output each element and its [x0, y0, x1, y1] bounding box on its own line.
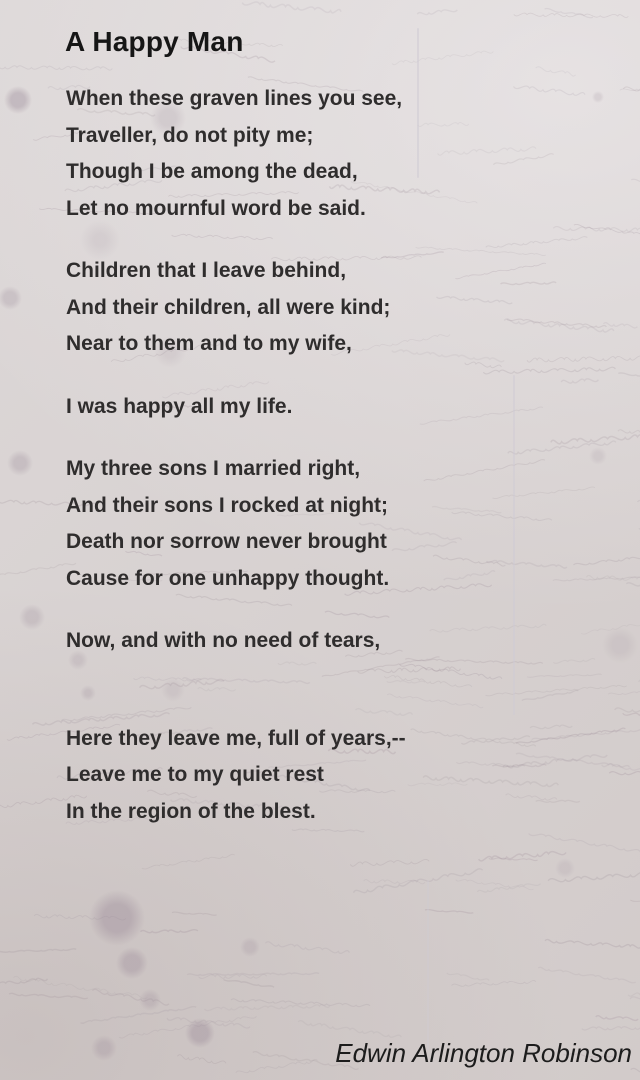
poem-line: Near to them and to my wife, [66, 332, 352, 355]
poem-stanza [66, 623, 606, 660]
poem-line: Here they leave me, full of years,-- [66, 726, 406, 750]
poem-stanza [66, 81, 606, 227]
poem-line: When these graven lines you see, [66, 87, 403, 110]
poem-line: Let no mournful word be said. [66, 196, 366, 220]
paper-crease [427, 880, 429, 1050]
poem-line: Though I be among the dead, [66, 160, 358, 183]
poem-line: Cause for one unhappy thought. [66, 566, 390, 590]
poem-line: And their children, all were kind; [66, 295, 391, 319]
poem-line: In the region of the blest. [66, 799, 316, 823]
poem-line: Now, and with no need of tears, [66, 629, 381, 652]
poem-title: A Happy Man [65, 26, 244, 57]
poem-line: Traveller, do not pity me; [66, 123, 314, 147]
poem-stanza [66, 451, 606, 597]
poem-stanza [66, 253, 606, 363]
poem-line: And their sons I rocked at night; [66, 493, 389, 517]
poem-line: I was happy all my life. [66, 394, 293, 418]
poem-author: Edwin Arlington Robinson [335, 1038, 632, 1068]
poem-line: Death nor sorrow never brought [66, 530, 387, 553]
poem [66, 81, 606, 856]
poem-stanza [66, 389, 606, 426]
poem-stanza [66, 721, 606, 831]
poem-line: Children that I leave behind, [66, 259, 347, 282]
poem-line: My three sons I married right, [66, 457, 361, 480]
poem-line: Leave me to my quiet rest [66, 763, 324, 786]
